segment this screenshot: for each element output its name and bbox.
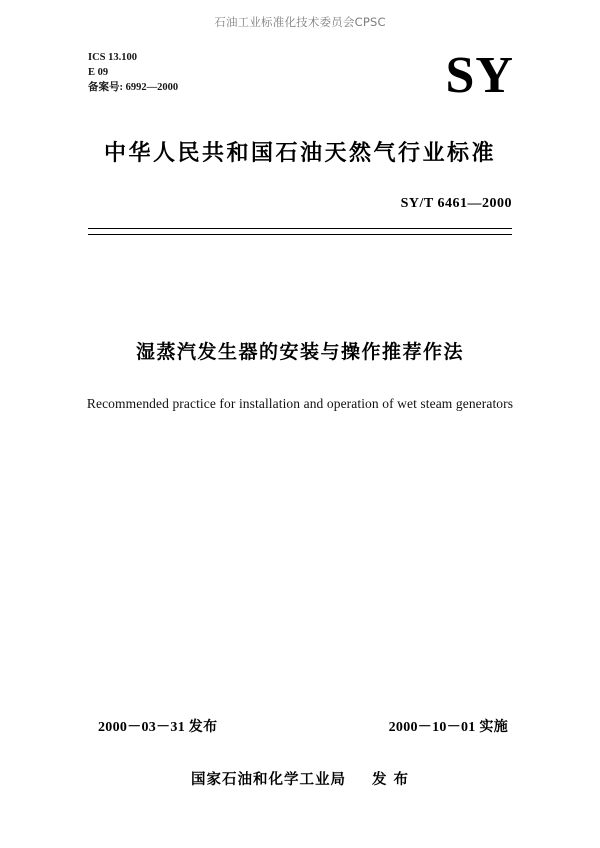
- document-title-chinese: 湿蒸汽发生器的安装与操作推荐作法: [135, 341, 464, 363]
- classification-code: E 09: [88, 67, 109, 78]
- ics-code: ICS 13.100: [88, 52, 138, 63]
- divider-rule-top: [88, 228, 512, 229]
- sy-logo: SY: [445, 47, 514, 104]
- publisher-action: 发 布: [371, 772, 410, 788]
- effective-date: 2000－10－01 实施: [388, 720, 508, 735]
- publisher-line: [0, 768, 600, 789]
- document-title-english: Recommended practice for installation and operation of wet steam generators: [86, 396, 514, 411]
- publisher-name: 国家石油和化学工业局: [190, 772, 346, 788]
- header-metadata-block: [88, 50, 178, 95]
- divider-rule-bottom: [88, 234, 512, 235]
- issue-date: 2000－03－31 发布: [98, 720, 218, 735]
- record-number: 备案号: 6992—2000: [88, 82, 179, 93]
- standard-number: SY/T 6461—2000: [400, 196, 512, 211]
- watermark-text: 石油工业标准化技术委员会CPSC: [214, 15, 386, 29]
- series-title: 中华人民共和国石油天然气行业标准: [103, 141, 496, 166]
